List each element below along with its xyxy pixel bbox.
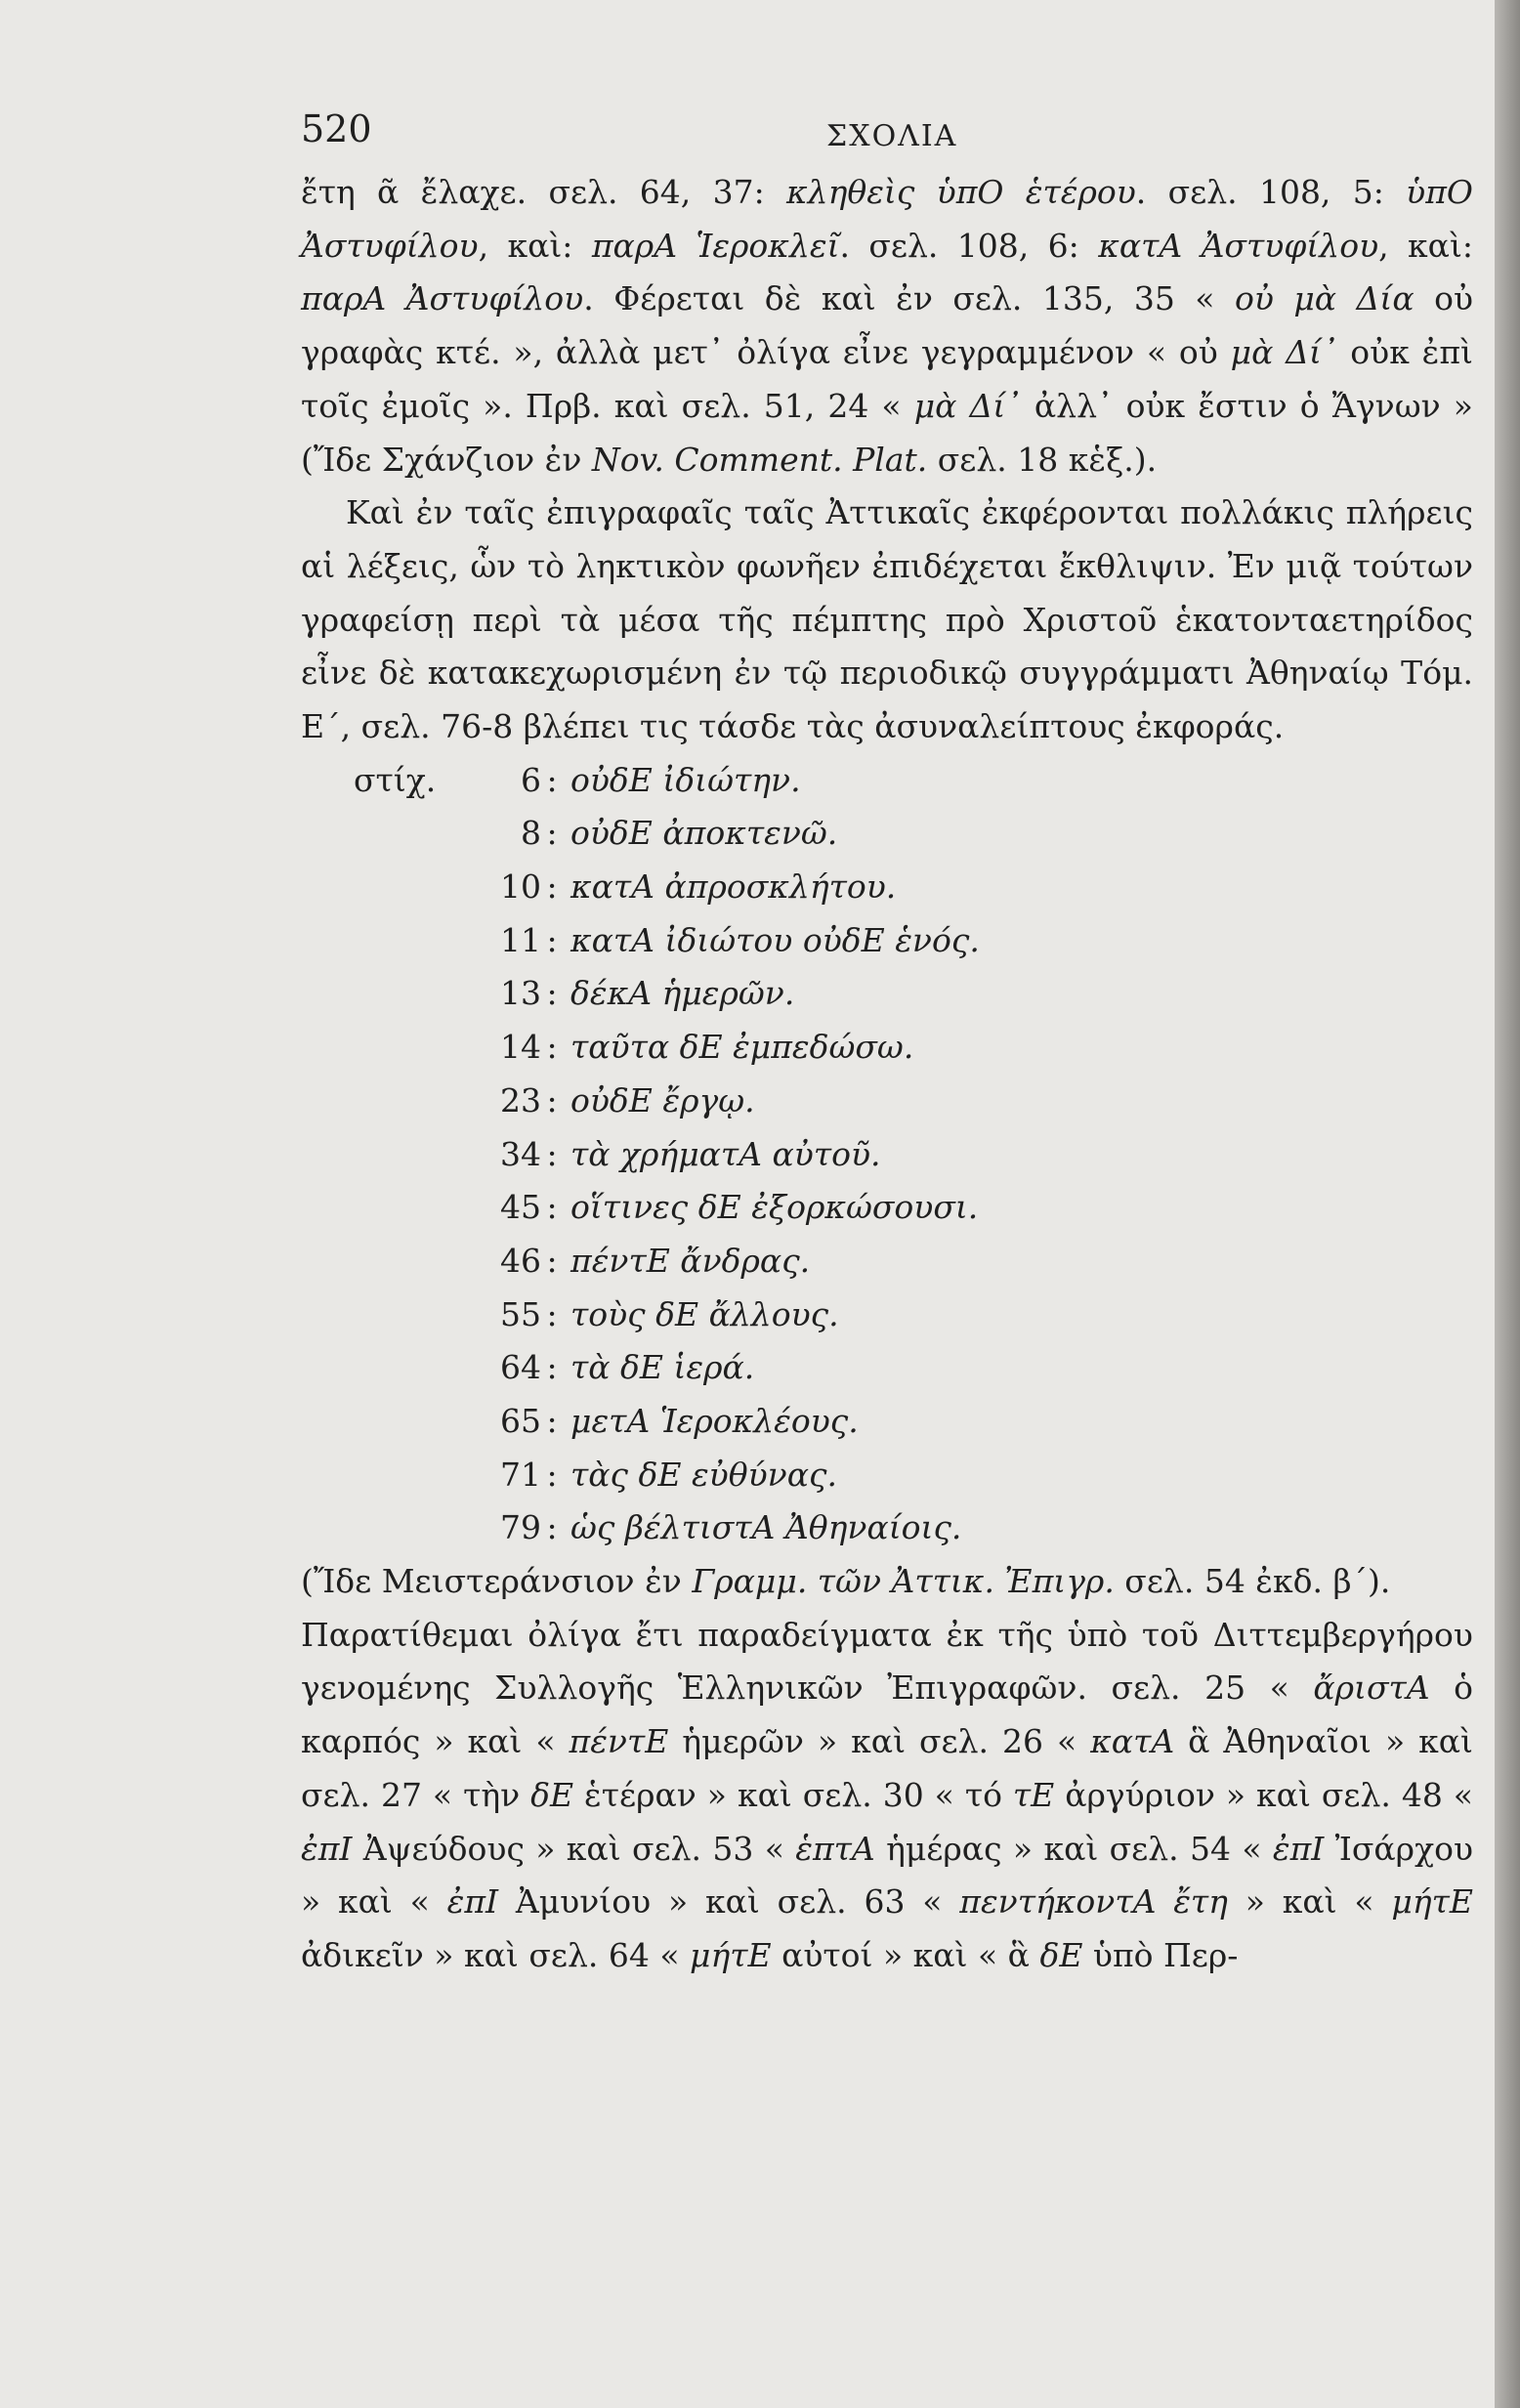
list-item [301,1288,1473,1342]
italic-citation: δΕ [530,1775,574,1814]
colon: : [546,1080,558,1120]
italic-citation: ἐπΙ [1272,1829,1325,1868]
text-span: . σελ. 108, 6: [839,226,1099,265]
colon: : [546,1348,558,1387]
text-span: σελ. 18 κἑξ.). [927,440,1158,479]
line-text: ταῦτα δΕ ἐμπεδώσω. [570,1028,914,1067]
page-number: 520 [301,107,372,150]
italic-citation: πεντήκοντΑ ἔτη [959,1882,1228,1922]
colon: : [546,1508,558,1547]
italic-citation: παρΑ Ἱεροκλεῖ [591,226,840,265]
text-span: αὐτοί » καὶ « ἃ [771,1935,1040,1974]
colon: : [546,1401,558,1440]
list-item [301,1395,1473,1449]
text-span: ἃ Ἀθηναῖοι » καὶ σελ. 27 « τὴν [301,1722,1473,1814]
text-span: ἡμερῶν » καὶ σελ. 26 « [668,1722,1091,1761]
line-number: 64 [500,1348,541,1387]
line-number: 11 [500,920,541,959]
italic-citation: ἐπΙ [446,1882,499,1922]
text-span: ὑπὸ Περ- [1082,1935,1239,1974]
paragraph-examples [301,1609,1473,1983]
page-header [301,107,1473,166]
text-span: Ἰσάρχου » καὶ « [301,1829,1474,1922]
text-span: ὁ καρπός » καὶ « [301,1669,1473,1761]
italic-citation: ὑπΟ Ἀστυφίλου [301,173,1473,265]
line-text: κατΑ ἰδιώτου οὐδΕ ἑνός. [570,920,980,959]
colon: : [546,867,558,907]
list-item [301,1449,1473,1502]
line-number: 14 [500,1028,541,1067]
italic-work-title: Nov. Comment. Plat. [591,440,928,479]
text-span: , καὶ: [1378,226,1474,265]
line-text: τὰς δΕ εὐθύνας. [570,1455,837,1494]
line-number: 46 [500,1241,541,1280]
line-text: τὰ χρήματΑ αὐτοῦ. [570,1134,881,1173]
colon: : [546,1455,558,1494]
line-text: τοὺς δΕ ἄλλους. [570,1294,839,1333]
body-text [301,166,1473,1983]
list-item [301,861,1473,914]
colon: : [546,1028,558,1067]
line-number: 8 [521,814,541,853]
text-span: ἔτη ᾶ ἔλαχε. σελ. 64, 37: [301,173,787,211]
italic-citation: κατΑ [1090,1722,1175,1761]
list-item [301,1128,1473,1182]
verse-lines-list [301,754,1473,1555]
line-number: 45 [500,1188,541,1227]
line-text: μετΑ Ἱεροκλέους. [570,1401,859,1440]
text-span: . σελ. 108, 5: [1135,173,1407,211]
italic-citation: κληθεὶς ὑπΟ ἑτέρου [786,173,1136,211]
line-number: 71 [500,1455,541,1494]
text-span: Παρατίθεμαι ὀλίγα ἔτι παραδείγματα ἐκ τῆς ὑπὸ τοῦ Διττεμβεργήρου γενομένης Συλλογῆς Ἑλληνικῶν Ἐπιγραφῶν. σελ. 25 « [301,1615,1473,1708]
colon: : [546,974,558,1013]
text-span: σελ. 54 ἐκδ. β΄). [1114,1562,1391,1601]
line-text: πέντΕ ἄνδρας. [570,1241,811,1280]
italic-citation: τΕ [1012,1775,1055,1814]
colon: : [546,760,558,799]
colon: : [546,1134,558,1173]
line-text: δέκΑ ἡμερῶν. [570,974,795,1013]
italic-citation: ἑπτΑ [795,1829,875,1868]
list-item [301,754,1473,808]
page-edge-shadow [1495,0,1520,2408]
text-span: ἑτέραν » καὶ σελ. 30 « τό [573,1775,1013,1814]
colon: : [546,920,558,959]
list-item [301,1341,1473,1395]
text-span: ἀλλ᾽ οὐκ ἔστιν ὁ Ἄγνων » (Ἴδε Σχάνζιον ἐν [301,386,1473,479]
text-span: , καὶ: [478,226,592,265]
italic-citation: μήτΕ [690,1935,772,1974]
text-span: ἀργύριον » καὶ σελ. 48 « [1054,1775,1473,1814]
italic-work-title: Γραμμ. τῶν Ἀττικ. Ἐπιγρ. [692,1562,1115,1601]
text-span: ἡμέρας » καὶ σελ. 54 « [874,1829,1273,1868]
italic-citation: μὰ Δί᾽ [913,386,1022,425]
colon: : [546,1241,558,1280]
italic-citation: ἐπΙ [301,1829,353,1868]
line-number: 55 [500,1294,541,1333]
text-span: (Ἴδε Μειστεράνσιον ἐν [301,1562,693,1601]
list-item [301,1181,1473,1235]
line-text: ὡς βέλτιστΑ Ἀθηναίοις. [570,1508,962,1547]
colon: : [546,1294,558,1333]
list-item [301,1075,1473,1128]
italic-citation: μήτΕ [1391,1882,1473,1922]
line-number: 6 [521,760,541,799]
line-number: 34 [500,1134,541,1173]
line-number: 10 [500,867,541,907]
running-head: ΣΧΟΛΙΑ [826,119,958,153]
italic-citation: μὰ Δί᾽ [1230,333,1338,372]
paragraph-continuation [301,166,1473,486]
text-span: Ἀμυνίου » καὶ σελ. 63 « [498,1882,960,1922]
colon: : [546,814,558,853]
paragraph-reference [301,1555,1473,1609]
text-span: οὐκ ἐπὶ τοῖς ἐμοῖς ». Πρβ. καὶ σελ. 51, 24 « [301,333,1473,425]
italic-citation: κατΑ Ἀστυφίλου [1098,226,1379,265]
line-text: οὐδΕ ἰδιώτην. [570,760,801,799]
line-text: τὰ δΕ ἱερά. [570,1348,755,1387]
italic-citation: δΕ [1039,1935,1083,1974]
list-item [301,914,1473,968]
line-number: 79 [500,1508,541,1547]
list-item [301,1021,1473,1075]
italic-citation: ἄριστΑ [1313,1669,1430,1708]
list-item [301,1501,1473,1555]
line-text: οὐδΕ ἔργῳ. [570,1080,755,1120]
italic-citation: παρΑ Ἀστυφίλου [301,279,584,318]
italic-citation: οὐ μὰ Δία [1234,279,1414,318]
line-text: οἵτινες δΕ ἐξορκώσουσι. [570,1188,979,1227]
text-span: » καὶ « [1227,1882,1392,1922]
line-number: 23 [500,1080,541,1120]
line-text: κατΑ ἀπροσκλήτου. [570,867,897,907]
italic-citation: πέντΕ [569,1722,669,1761]
list-item [301,1235,1473,1288]
line-text: οὐδΕ ἀποκτενῶ. [570,814,838,853]
text-span: οὐ γραφὰς κτέ. », ἀλλὰ μετ᾽ ὀλίγα εἶνε γεγραμμένον « οὐ [301,279,1474,372]
text-span: Ἀψεύδους » καὶ σελ. 53 « [352,1829,796,1868]
line-number: 65 [500,1401,541,1440]
paragraph-inscriptions: Καὶ ἐν ταῖς ἐπιγραφαῖς ταῖς Ἀττικαῖς ἐκφέρονται πολλάκις πλήρεις αἱ λέξεις, ὧν τὸ ληκτικὸν φωνῆεν ἐπιδέχεται ἔκθλιψιν. Ἐν μιᾷ τούτων γραφείσῃ περὶ τὰ μέσα τῆς πέμπτης πρὸ Χριστοῦ ἑκατονταετηρίδος εἶνε δὲ κατακεχωρισμένη ἐν τῷ περιοδικῷ συγγράμματι Ἀθηναίῳ Τόμ. Ε΄, σελ. 76-8 βλέπει τις τάσδε τὰς ἀσυναλείπτους ἐκφοράς. [301,493,1473,746]
colon: : [546,1188,558,1227]
text-span: . Φέρεται δὲ καὶ ἐν σελ. 135, 35 « [583,279,1235,318]
list-item [301,807,1473,861]
list-item [301,967,1473,1021]
line-number: 13 [500,974,541,1013]
lines-label: στίχ. [354,760,437,799]
text-span: ἀδικεῖν » καὶ σελ. 64 « [301,1935,690,1974]
